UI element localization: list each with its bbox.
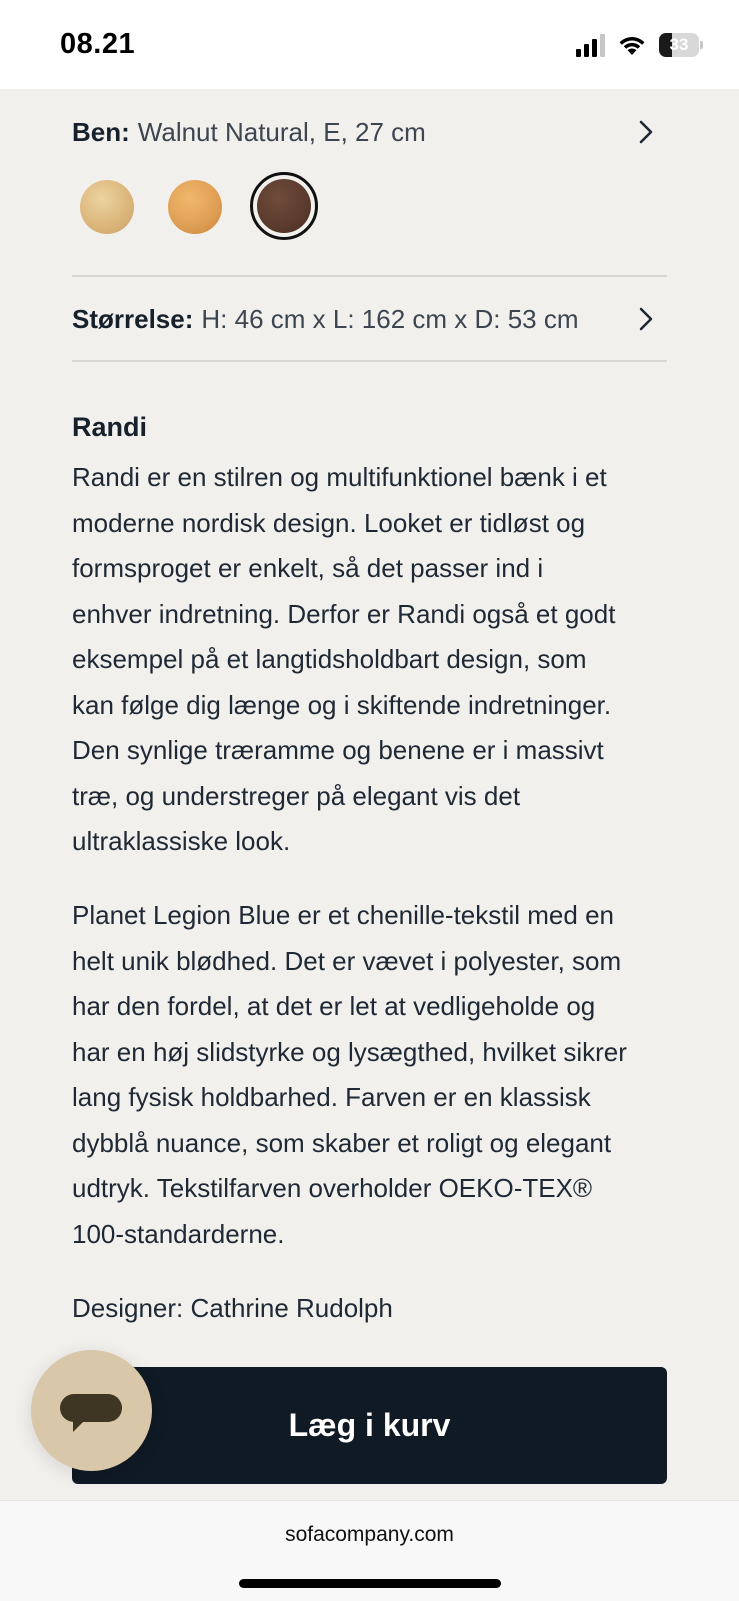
size-option-row[interactable]: [72, 297, 667, 341]
swatch-walnut[interactable]: [257, 179, 311, 233]
description-line: Planet Legion Blue er et chenille-tekstil med en: [72, 900, 614, 930]
legs-label: Ben:: [72, 116, 130, 147]
chevron-right-icon[interactable]: [639, 120, 653, 144]
description-paragraph-2: [72, 893, 672, 1257]
battery-level: 33: [669, 35, 689, 54]
leg-swatches: [72, 172, 332, 242]
chat-button[interactable]: [31, 1350, 152, 1471]
swatch-oak[interactable]: [168, 180, 222, 234]
home-indicator[interactable]: [239, 1579, 501, 1588]
legs-value: Walnut Natural, E, 27 cm: [137, 116, 426, 147]
swatch-light-wood[interactable]: [80, 180, 134, 234]
description-line: ultraklassiske look.: [72, 826, 291, 856]
description-line: Randi er en stilren og multifunktionel bænk i et: [72, 462, 607, 492]
description-paragraph-1: [72, 455, 672, 865]
wifi-icon: [617, 34, 647, 56]
description-line: moderne nordisk design. Looket er tidløst og: [72, 507, 586, 538]
description-line: helt unik blødhed. Det er vævet i polyester, som: [72, 945, 622, 976]
description-line: træ, og understreger på elegant vis det: [72, 780, 521, 811]
url-bar[interactable]: sofacompany.com: [285, 1523, 454, 1546]
description-line: har en høj slidstyrke og lysægthed, hvilket sikrer: [72, 1036, 627, 1067]
designer-credit: Designer: Cathrine Rudolph: [72, 1293, 393, 1323]
battery-icon: [659, 33, 703, 57]
description-line: formsproget er enkelt, så det passer ind i: [72, 553, 544, 583]
description-line: 100-standarderne.: [72, 1218, 285, 1249]
description-line: har den fordel, at det er let at vedligeholde og: [72, 991, 596, 1021]
description-line: dybblå nuance, som skaber et roligt og elegant: [72, 1127, 612, 1158]
description-line: eksempel på et langtidsholdbart design, som: [72, 644, 587, 674]
browser-bottom-bar: [0, 1500, 739, 1601]
size-label: Størrelse:: [72, 303, 194, 334]
add-to-cart-button[interactable]: Læg i kurv: [72, 1367, 667, 1484]
status-time: 08.21: [60, 28, 136, 60]
description-line: kan følge dig længe og i skiftende indretninger.: [72, 689, 612, 720]
divider: [72, 275, 667, 277]
status-icons: [576, 33, 703, 57]
description-line: lang fysisk holdbarhed. Farven er en klassisk: [72, 1082, 591, 1112]
description-line: enhver indretning. Derfor er Randi også et godt: [72, 598, 616, 629]
cellular-signal-icon: [576, 33, 605, 57]
status-bar: [0, 0, 739, 89]
size-value: H: 46 cm x L: 162 cm x D: 53 cm: [201, 303, 579, 334]
description-line: Den synlige træramme og benene er i massivt: [72, 735, 604, 765]
legs-option-row[interactable]: [72, 110, 667, 154]
chat-bubble-icon: [31, 1350, 152, 1471]
divider: [72, 360, 667, 362]
product-title: Randi: [72, 412, 148, 442]
description-line: udtryk. Tekstilfarven overholder OEKO-TEX®: [72, 1173, 593, 1203]
chevron-right-icon[interactable]: [639, 307, 653, 331]
